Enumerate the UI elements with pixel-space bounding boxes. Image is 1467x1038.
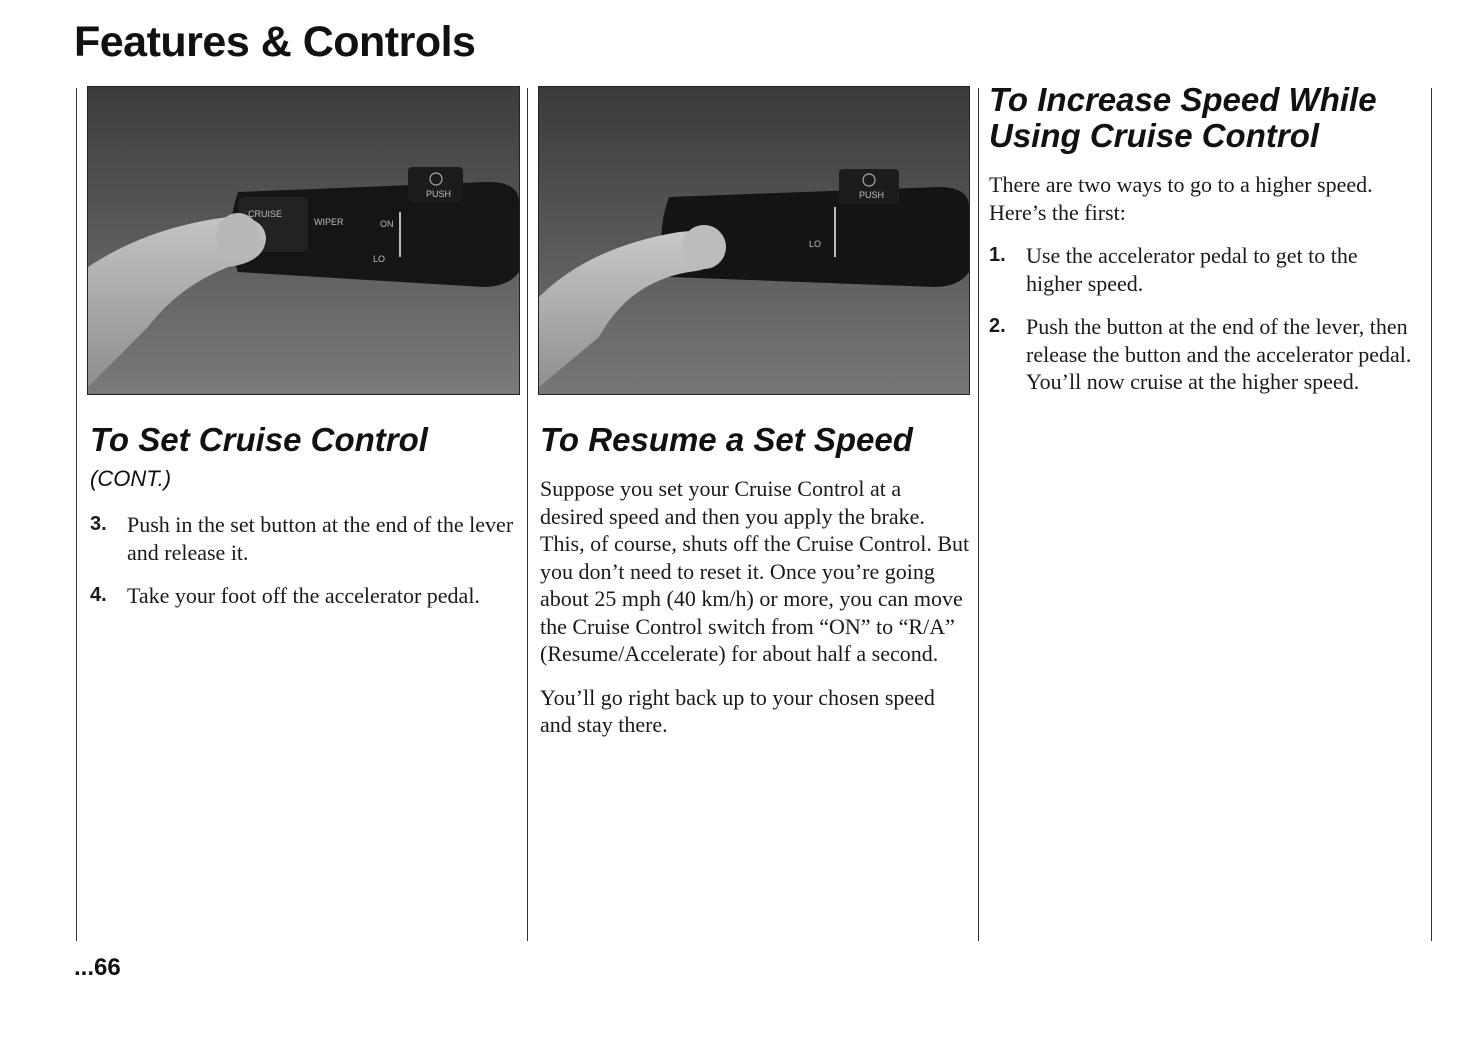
list-item — [90, 582, 518, 610]
lever-label-lo: LO — [373, 254, 386, 264]
right-body — [989, 171, 1419, 412]
lever-label-wiper: WIPER — [314, 217, 344, 227]
section-heading-resume-speed: To Resume a Set Speed — [540, 421, 913, 458]
lever-illustration-set — [88, 87, 519, 394]
step-text: Use the accelerator pedal to get to the higher speed. — [1026, 243, 1358, 296]
middle-body — [540, 475, 970, 755]
page-title: Features & Controls — [74, 18, 476, 66]
column-rule-center-left — [527, 88, 528, 941]
section-subheading-cont: (CONT.) — [90, 466, 172, 491]
lever-label-on: ON — [380, 219, 394, 229]
step-number: 3. — [90, 513, 107, 535]
page-number: ...66 — [74, 954, 121, 981]
list-item — [90, 511, 518, 566]
paragraph: Suppose you set your Cruise Control at a desired speed and then you apply the brake. This, of course, shuts off the Cruise Control. But you don’t need to reset it. Once you’re going about 25 mph (40 km/h) or more, you can move the Cruise Control switch from “ON” to “R/A” (Resume/Accelerate) for about half a second. — [540, 476, 970, 666]
cruise-lever-photo-resume — [538, 86, 970, 395]
list-item — [989, 313, 1419, 396]
lever-illustration-resume — [539, 87, 969, 394]
lever-label-cruise: CRUISE — [248, 209, 283, 219]
step-number: 4. — [90, 584, 107, 606]
paragraph: You’ll go right back up to your chosen speed and stay there. — [540, 684, 935, 737]
column-rule-center-right — [978, 88, 979, 941]
lever-label-push: PUSH — [426, 189, 452, 199]
step-number: 2. — [989, 315, 1006, 337]
cruise-lever-photo-set — [87, 86, 520, 395]
step-text: Take your foot off the accelerator pedal. — [127, 583, 480, 608]
left-steps — [90, 511, 518, 626]
lever-label-lo: LO — [809, 239, 822, 249]
lever-label-push: PUSH — [859, 190, 885, 200]
step-text: Push the button at the end of the lever, then release the button and the accelerator pedal. You’ll now cruise at the higher speed. — [1026, 314, 1412, 394]
section-heading-increase-speed: To Increase Speed While Using Cruise Control — [989, 81, 1377, 154]
section-heading-set-cruise: To Set Cruise Control — [90, 421, 428, 458]
column-rule-left — [76, 88, 77, 941]
column-rule-right — [1431, 88, 1432, 941]
list-item — [989, 242, 1419, 297]
step-number: 1. — [989, 244, 1006, 266]
step-text: Push in the set button at the end of the lever and release it. — [127, 512, 514, 565]
paragraph: There are two ways to go to a higher speed. Here’s the first: — [989, 172, 1373, 225]
